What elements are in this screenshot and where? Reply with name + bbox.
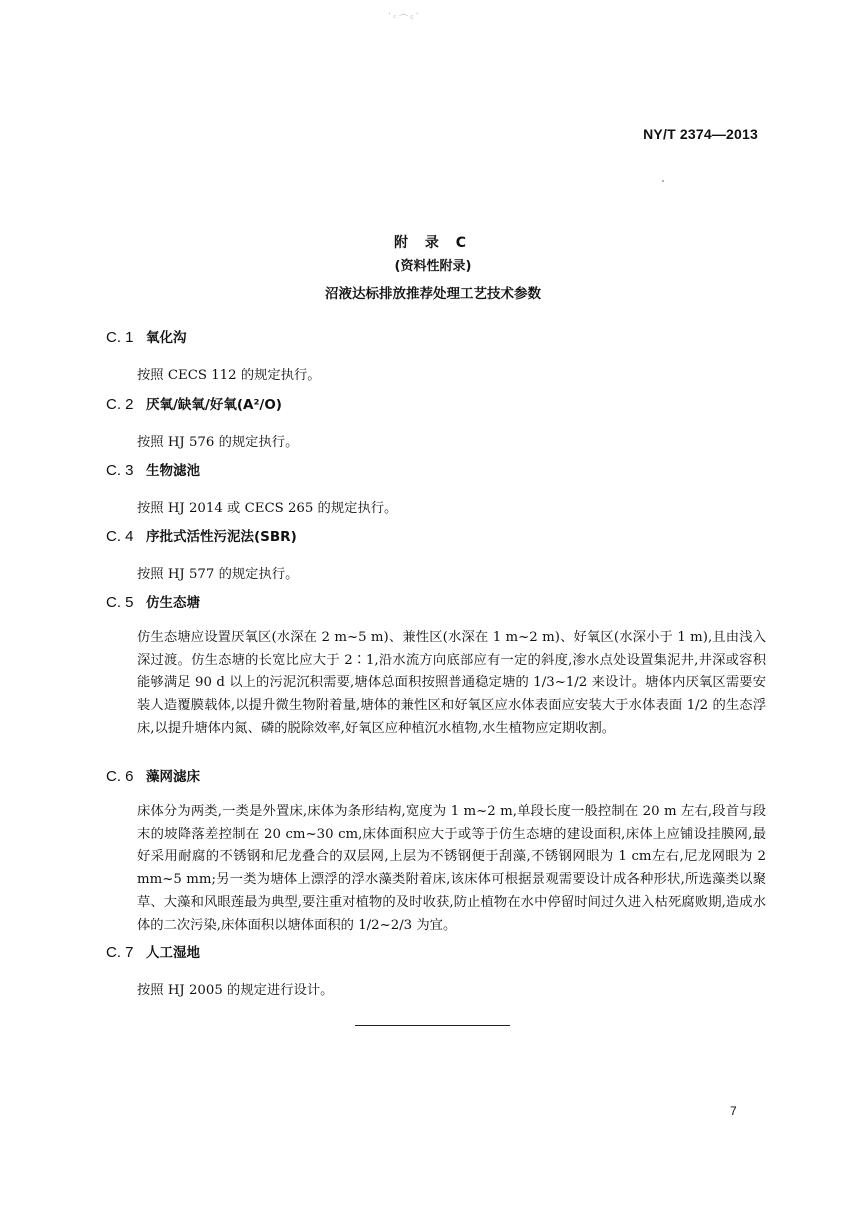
section-title: 藻网滤床 bbox=[146, 769, 200, 785]
scan-artifact: ·꜀෴꜁· bbox=[388, 9, 421, 20]
section-c2 bbox=[106, 395, 766, 455]
section-c5 bbox=[106, 593, 766, 741]
section-body: 按照 HJ 576 的规定执行。 bbox=[137, 435, 299, 450]
section-c4 bbox=[106, 527, 766, 587]
section-body: 按照 HJ 2014 或 CECS 265 的规定执行。 bbox=[137, 501, 398, 516]
section-number: C. 5 bbox=[106, 594, 134, 611]
appendix-label: 附 录 C bbox=[393, 235, 473, 251]
section-title: 生物滤池 bbox=[146, 463, 200, 479]
section-number: C. 1 bbox=[106, 329, 134, 346]
section-body: 床体分为两类,一类是外置床,床体为条形结构,宽度为 1 m~2 m,单段长度一般控制在 20 m 左右,段首与段末的坡降落差控制在 20 cm~30 cm,床体面积应大于或等于仿生态塘的建设面积,床体上应铺设挂膜网,最好采用耐腐的不锈钢和尼龙叠合的双层网,上层为不锈钢便于刮藻,不锈钢网眼为 1 cm左右,尼龙网眼为 2 mm~5 mm;另一类为塘体上漂浮的浮水藻类附着床,该床体可根据景观需要设计成各种形状,所选藻类以聚草、大藻和风眼莲最为典型,要注重对植物的及时收获,防止植物在水中停留时间过久进入枯死腐败期,造成水体的二次污染,床体面积以塘体面积的 1/2~2/3 为宜。 bbox=[137, 804, 766, 933]
appendix-heading: 沼液达标排放推荐处理工艺技术参数 bbox=[325, 286, 541, 302]
section-number: C. 6 bbox=[106, 768, 134, 785]
section-title: 厌氧/缺氧/好氧(A²/O) bbox=[146, 397, 282, 413]
section-heading bbox=[106, 943, 766, 963]
section-body: 仿生态塘应设置厌氧区(水深在 2 m~5 m)、兼性区(水深在 1 m~2 m)、好氧区(水深小于 1 m),且由浅入深过渡。仿生态塘的长宽比应大于 2∶1,沿水流方向底部应有一定的斜度,渗水点处设置集泥井,井深或容积能够满足 90 d 以上的污泥沉积需要,塘体总面积按照普通稳定塘的 1/3~1/2 来设计。塘体内厌氧区需要安装人造覆膜载体,以提升微生物附着量,塘体的兼性区和好氧区应水体表面应安装大于水体表面 1/2 的生态浮床,以提升塘体内氮、磷的脱除效率,好氧区应种植沉水植物,水生植物应定期收割。 bbox=[137, 630, 766, 736]
section-title: 仿生态塘 bbox=[146, 595, 200, 611]
appendix-title-block bbox=[0, 232, 866, 305]
section-body: 按照 HJ 577 的规定执行。 bbox=[137, 567, 299, 582]
appendix-nature: (资料性附录) bbox=[394, 259, 472, 274]
section-heading bbox=[106, 767, 766, 787]
end-rule bbox=[355, 1025, 510, 1026]
section-c1 bbox=[106, 328, 766, 388]
section-number: C. 3 bbox=[106, 462, 134, 479]
section-title: 人工湿地 bbox=[146, 945, 200, 961]
section-c6 bbox=[106, 767, 766, 937]
section-body: 按照 HJ 2005 的规定进行设计。 bbox=[137, 983, 334, 998]
section-number: C. 7 bbox=[106, 944, 134, 961]
standard-code: NY/T 2374—2013 bbox=[643, 126, 758, 142]
section-number: C. 4 bbox=[106, 528, 134, 545]
section-heading bbox=[106, 527, 766, 547]
section-title: 序批式活性污泥法(SBR) bbox=[146, 529, 297, 545]
section-body: 按照 CECS 112 的规定执行。 bbox=[137, 368, 321, 383]
section-heading bbox=[106, 593, 766, 613]
page-number: 7 bbox=[730, 1104, 737, 1118]
section-heading bbox=[106, 461, 766, 481]
section-heading bbox=[106, 395, 766, 415]
scan-speck bbox=[662, 180, 664, 182]
section-heading bbox=[106, 328, 766, 348]
section-number: C. 2 bbox=[106, 396, 134, 413]
section-c7 bbox=[106, 943, 766, 1003]
section-title: 氧化沟 bbox=[146, 330, 187, 346]
section-c3 bbox=[106, 461, 766, 521]
